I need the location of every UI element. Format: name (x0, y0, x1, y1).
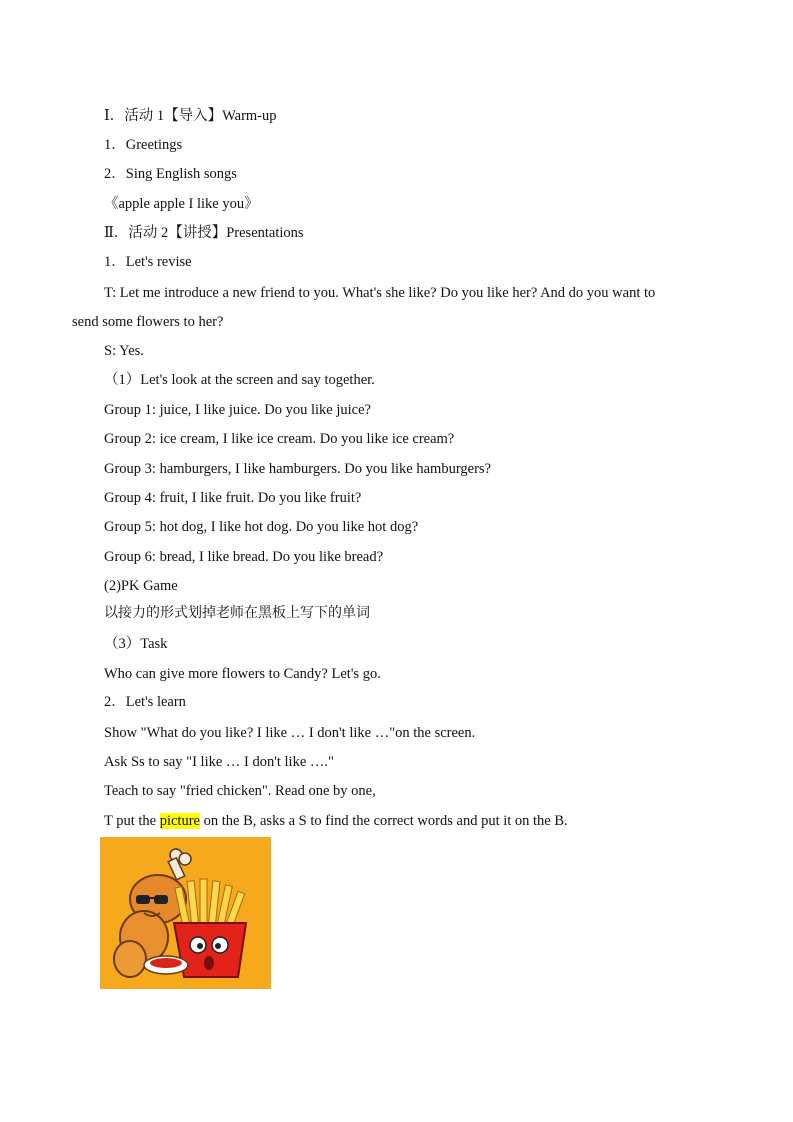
item-lets-revise: 1．Let's revise (104, 254, 192, 270)
learn-line-picture (104, 812, 568, 830)
learn-line: Show "What do you like? I like … I don't like …"on the screen. (104, 725, 476, 741)
group-line: Group 5: hot dog, I like hot dog. Do you like hot dog? (104, 519, 419, 535)
learn-line: Ask Ss to say "I like … I don't like …." (104, 754, 334, 770)
student-reply: S: Yes. (104, 343, 144, 359)
song-title: 《apple apple I like you》 (104, 196, 259, 212)
heading-presentations: Ⅱ．活动 2【讲授】Presentations (104, 225, 304, 241)
teacher-line-1: T: Let me introduce a new friend to you. What's she like? Do you like her? And do you want to (104, 285, 656, 301)
heading-warm-up: Ⅰ．活动 1【导入】Warm-up (104, 108, 277, 124)
task-line: Who can give more flowers to Candy? Let's go. (104, 666, 381, 682)
step-1: （1）Let's look at the screen and say together. (104, 372, 375, 388)
text-after: on the B, asks a S to find the correct words and put it on the B. (199, 813, 568, 829)
food-drawing (100, 837, 271, 989)
chinese-instruction: 以接力的形式划掉老师在黑板上写下的单词 (104, 605, 370, 621)
text-before: T put the (104, 813, 160, 829)
group-line: Group 3: hamburgers, I like hamburgers. Do you like hamburgers? (104, 461, 491, 477)
item-greetings: 1．Greetings (104, 137, 183, 153)
group-line: Group 2: ice cream, I like ice cream. Do you like ice cream? (104, 431, 455, 447)
learn-line: Teach to say "fried chicken". Read one by one, (104, 783, 376, 799)
step-2-pk-game: (2)PK Game (104, 578, 178, 594)
item-sing-songs: 2．Sing English songs (104, 166, 237, 182)
step-3-task: （3）Task (104, 636, 168, 652)
fried-chicken-fries-illustration (100, 837, 271, 989)
group-line: Group 1: juice, I like juice. Do you like juice? (104, 402, 371, 418)
group-line: Group 4: fruit, I like fruit. Do you like fruit? (104, 490, 362, 506)
group-line: Group 6: bread, I like bread. Do you like bread? (104, 549, 384, 565)
item-lets-learn: 2．Let's learn (104, 694, 186, 710)
highlighted-word: picture (159, 813, 200, 829)
teacher-line-2: send some flowers to her? (72, 314, 224, 330)
